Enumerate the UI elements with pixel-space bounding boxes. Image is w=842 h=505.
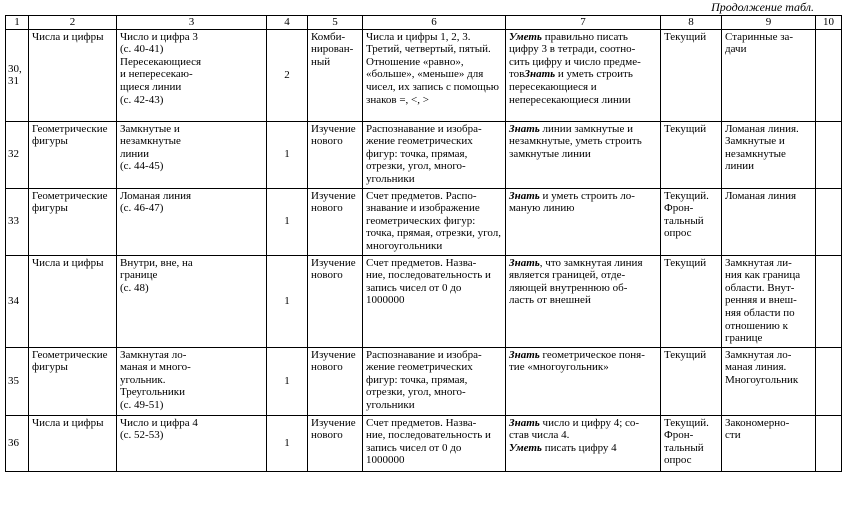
table-row [6,188,842,255]
section-cell: Геометрические фигуры [29,188,117,255]
requirement-keyword: Уметь [509,30,542,43]
header-cell: 10 [816,16,842,30]
table-row [6,29,842,121]
requirement-keyword: Знать [509,122,540,135]
control-type-cell: Текущий [661,255,722,347]
requirement-text: правильно писать цифру 3 в тетради, соотно- сить цифру и число предме- тов [509,30,641,81]
lesson-number-cell: 35 [6,347,29,415]
requirements-cell [506,188,661,255]
requirements-cell [506,29,661,121]
topic-cell: Ломаная линия (с. 46-47) [117,188,267,255]
lesson-number-cell: 33 [6,188,29,255]
header-cell: 5 [308,16,363,30]
lesson-type-cell: Изучение нового [308,415,363,471]
notes-cell [816,188,842,255]
requirement-keyword: Знать [509,256,540,269]
requirements-cell [506,347,661,415]
extra-cell: Ломаная линия [722,188,816,255]
section-cell: Числа и цифры [29,29,117,121]
requirements-cell [506,255,661,347]
notes-cell [816,29,842,121]
requirement-text: и уметь строить ло- маную линию [509,189,635,215]
header-cell: 7 [506,16,661,30]
requirement-keyword: Уметь [509,441,542,454]
header-cell: 4 [267,16,308,30]
control-type-cell: Текущий [661,121,722,188]
header-cell: 1 [6,16,29,30]
lesson-type-cell: Изучение нового [308,255,363,347]
content-cell: Распознавание и изобра- жение геометрических фигур: точка, прямая, отрезки, угол, много- угольники [363,121,506,188]
requirements-cell [506,121,661,188]
requirement-keyword: Знать [509,348,540,361]
control-type-cell: Текущий [661,29,722,121]
extra-cell: Замкнутая ли- ния как граница области. Внут- ренняя и внеш- няя области по отношению к границе [722,255,816,347]
header-cell: 9 [722,16,816,30]
notes-cell [816,255,842,347]
section-cell: Числа и цифры [29,415,117,471]
extra-cell: Старинные за- дачи [722,29,816,121]
requirement-text: геометрическое поня- тие «многоугольник» [509,348,645,374]
content-cell: Счет предметов. Назва- ние, последовательность и запись чисел от 0 до 1000000 [363,255,506,347]
requirement-text: линии замкнутые и незамкнутые, уметь строить замкнутые линии [509,122,642,160]
table-row [6,121,842,188]
requirement-text: писать цифру 4 [541,441,617,454]
requirements-cell [506,415,661,471]
notes-cell [816,415,842,471]
extra-cell: Закономерно- сти [722,415,816,471]
header-cell: 8 [661,16,722,30]
extra-cell: Ломаная линия. Замкнутые и незамкнутые линии [722,121,816,188]
section-cell: Геометрические фигуры [29,347,117,415]
content-cell: Счет предметов. Назва- ние, последовательность и запись чисел от 0 до 1000000 [363,415,506,471]
control-type-cell: Текущий [661,347,722,415]
requirement-text: , что замкнутая линия является границей, отде- ляющей внутреннюю об- ласть от внешней [509,256,643,307]
control-type-cell: Текущий. Фрон- тальный опрос [661,415,722,471]
lesson-type-cell: Изучение нового [308,121,363,188]
table-row [6,415,842,471]
header-cell: 3 [117,16,267,30]
section-cell: Геометрические фигуры [29,121,117,188]
requirement-keyword: Знать [509,416,540,429]
hours-cell: 1 [267,121,308,188]
header-cell: 2 [29,16,117,30]
hours-cell: 1 [267,347,308,415]
requirement-keyword: Знать [524,68,556,81]
topic-cell: Число и цифра 3 (с. 40-41) Пересекающиеся и непересекаю- щиеся линии (с. 42-43) [117,29,267,121]
table-row [6,255,842,347]
section-cell: Числа и цифры [29,255,117,347]
header-row [6,16,842,30]
topic-cell: Замкнутые и незамкнутые линии (с. 44-45) [117,121,267,188]
notes-cell [816,121,842,188]
hours-cell: 2 [267,29,308,121]
hours-cell: 1 [267,188,308,255]
content-cell: Распознавание и изобра- жение геометрических фигур: точка, прямая, отрезки, угол, много- угольники [363,347,506,415]
lesson-number-cell: 36 [6,415,29,471]
extra-cell: Замкнутая ло- маная линия. Многоугольник [722,347,816,415]
requirement-text: число и цифру 4; со- став числа 4. [509,416,640,442]
lesson-plan-table [5,15,842,472]
topic-cell: Внутри, вне, на границе (с. 48) [117,255,267,347]
table-caption: Продолжение табл. [711,0,814,14]
topic-cell: Замкнутая ло- маная и много- угольник. Треугольники (с. 49-51) [117,347,267,415]
lesson-type-cell: Изучение нового [308,347,363,415]
control-type-cell: Текущий. Фрон- тальный опрос [661,188,722,255]
content-cell: Счет предметов. Распо- знавание и изображение геометрических фигур: точка, прямая, отрезки, угол, многоугольники [363,188,506,255]
lesson-type-cell: Комби- нирован- ный [308,29,363,121]
requirement-text: и уметь строить пересекающиеся и непересекающиеся линии [509,68,633,106]
hours-cell: 1 [267,415,308,471]
hours-cell: 1 [267,255,308,347]
lesson-number-cell: 32 [6,121,29,188]
topic-cell: Число и цифра 4 (с. 52-53) [117,415,267,471]
requirement-keyword: Знать [509,189,540,202]
header-cell: 6 [363,16,506,30]
lesson-type-cell: Изучение нового [308,188,363,255]
notes-cell [816,347,842,415]
lesson-number-cell: 34 [6,255,29,347]
content-cell: Числа и цифры 1, 2, 3. Третий, четвертый, пятый. Отношение «равно», «больше», «меньше» для чисел, их запись с помощью знаков =, <, > [363,29,506,121]
table-row [6,347,842,415]
lesson-number-cell: 30, 31 [6,29,29,121]
